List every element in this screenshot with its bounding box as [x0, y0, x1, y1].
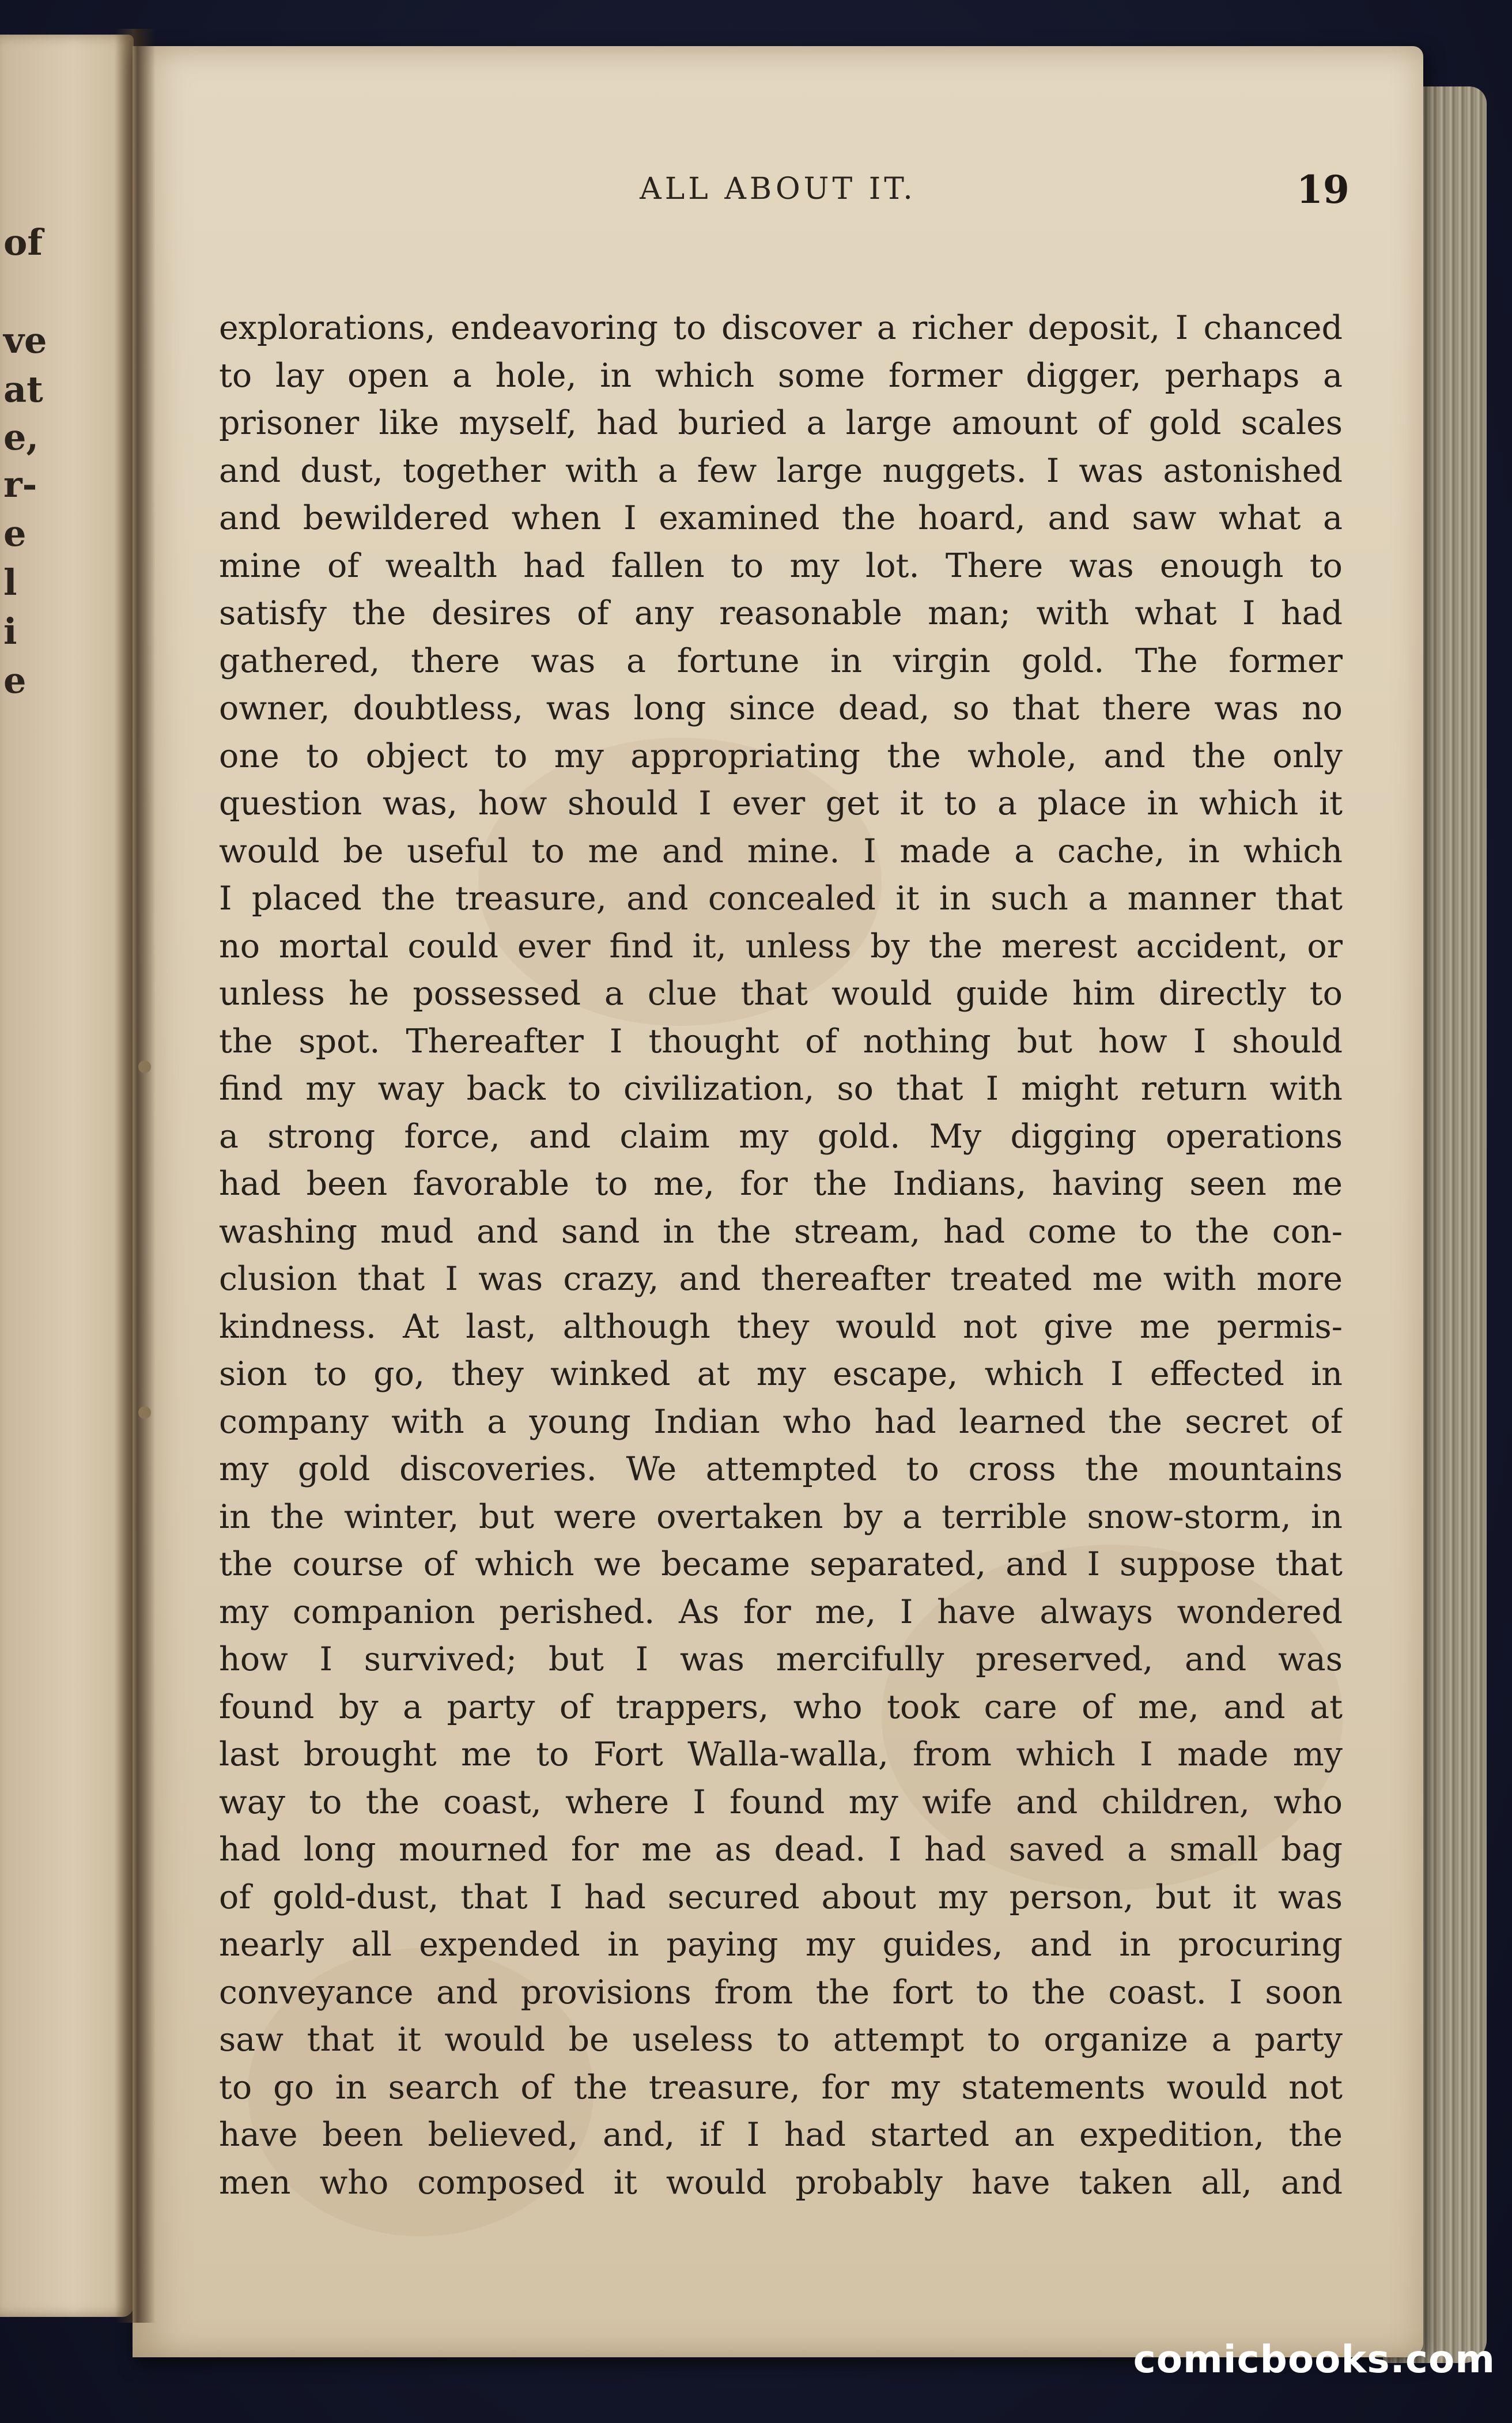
text-line: kindness. At last, although they would not give me permis-: [219, 1307, 1343, 1346]
left-page-fragment: ve: [3, 319, 47, 361]
left-page-fragment: e: [3, 659, 27, 701]
text-line: to lay open a hole, in which some former digger, perhaps a: [219, 356, 1343, 395]
text-line: and dust, together with a few large nuggets. I was astonished: [219, 451, 1343, 490]
text-line: my gold discoveries. We attempted to cross the mountains: [219, 1450, 1343, 1488]
text-line: one to object to my appropriating the whole, and the only: [219, 737, 1343, 775]
text-line: in the winter, but were overtaken by a terrible snow-storm, in: [219, 1497, 1343, 1536]
text-line: satisfy the desires of any reasonable man; with what I had: [219, 594, 1343, 632]
text-line: how I survived; but I was mercifully preserved, and was: [219, 1640, 1343, 1678]
book-gutter: [115, 29, 156, 2323]
text-line: to go in search of the treasure, for my statements would not: [219, 2068, 1343, 2107]
text-line: find my way back to civilization, so that I might return with: [219, 1070, 1343, 1108]
left-page-fragment: of: [3, 221, 43, 263]
text-line: of gold-dust, that I had secured about my person, but it was: [219, 1878, 1343, 1916]
text-line: gathered, there was a fortune in virgin gold. The former: [219, 641, 1343, 680]
left-page-fragment: i: [3, 610, 17, 652]
text-line: washing mud and sand in the stream, had come to the con-: [219, 1212, 1343, 1251]
page-number: 19: [1296, 167, 1350, 212]
text-line: nearly all expended in paying my guides, and in procuring: [219, 1926, 1343, 1964]
text-line: last brought me to Fort Walla-walla, from which I made my: [219, 1735, 1343, 1773]
text-line: question was, how should I ever get it to a place in which it: [219, 784, 1343, 822]
text-line: unless he possessed a clue that would guide him directly to: [219, 975, 1343, 1013]
text-line: have been believed, and, if I had started an expedition, the: [219, 2116, 1343, 2154]
text-line: way to the coast, where I found my wife and children, who: [219, 1783, 1343, 1821]
text-line: the spot. Thereafter I thought of nothing but how I should: [219, 1022, 1343, 1060]
text-line: I placed the treasure, and concealed it in such a manner that: [219, 880, 1343, 918]
previous-page-edge: [0, 35, 134, 2317]
text-line: the course of which we became separated, and I suppose that: [219, 1545, 1343, 1583]
binding-hole: [138, 1406, 151, 1419]
left-page-fragment: e: [3, 512, 27, 554]
text-line: mine of wealth had fallen to my lot. There was enough to: [219, 546, 1343, 585]
text-line: had long mourned for me as dead. I had saved a small bag: [219, 1831, 1343, 1869]
text-line: saw that it would be useless to attempt to organize a party: [219, 2021, 1343, 2059]
text-line: had been favorable to me, for the Indians, having seen me: [219, 1165, 1343, 1203]
text-line: owner, doubtless, was long since dead, so that there was no: [219, 689, 1343, 727]
text-line: explorations, endeavoring to discover a richer deposit, I chanced: [219, 309, 1343, 347]
text-line: would be useful to me and mine. I made a cache, in which: [219, 832, 1343, 870]
text-line: conveyance and provisions from the fort to the coast. I soon: [219, 1973, 1343, 2011]
left-page-fragment: l: [3, 561, 17, 603]
book-page: [133, 46, 1423, 2357]
text-line: clusion that I was crazy, and thereafter treated me with more: [219, 1260, 1343, 1298]
left-page-fragment: e,: [3, 416, 39, 458]
site-watermark: comicbooks.com: [1133, 2337, 1495, 2382]
text-line: company with a young Indian who had learned the secret of: [219, 1402, 1343, 1441]
text-line: prisoner like myself, had buried a large amount of gold scales: [219, 404, 1343, 442]
running-head: ALL ABOUT IT.: [640, 172, 916, 206]
text-line: no mortal could ever find it, unless by the merest accident, or: [219, 927, 1343, 965]
binding-hole: [138, 1060, 151, 1073]
text-line: men who composed it would probably have taken all, and: [219, 2163, 1343, 2202]
body-text: [219, 304, 1343, 2206]
text-line: my companion perished. As for me, I have always wondered: [219, 1592, 1343, 1631]
text-line: and bewildered when I examined the hoard, and saw what a: [219, 499, 1343, 537]
left-page-fragment: r-: [3, 463, 37, 505]
left-page-fragment: at: [3, 368, 43, 410]
text-line: a strong force, and claim my gold. My digging operations: [219, 1117, 1343, 1156]
text-line: found by a party of trappers, who took care of me, and at: [219, 1688, 1343, 1726]
text-line: sion to go, they winked at my escape, which I effected in: [219, 1355, 1343, 1393]
